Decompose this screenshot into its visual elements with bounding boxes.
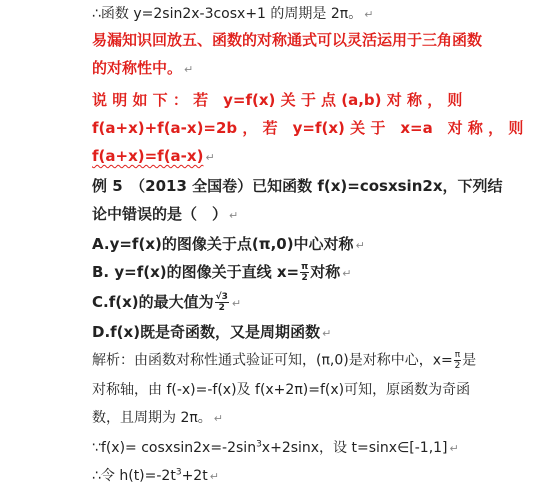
example-question: 论中错误的是（ ） ↵ [92, 205, 239, 223]
option-b: B. y=f(x)的图像关于直线 x= $\frac{\pi}{2}$ 对称 ↵ [92, 262, 352, 283]
option-d: D.f(x)既是奇函数，又是周期函数 ↵ [92, 323, 332, 341]
fraction: $\frac{√3}{2}$ [215, 292, 228, 313]
analysis-line-5: ∴令 $h(t)=-2t^3+2t$ ↵ [92, 467, 219, 484]
text-line-3-red: 的对称性中。 ↵ [92, 59, 194, 77]
analysis-line-1: 解析：由函数对称性通式验证可知，(π,0)是对称中心，x= $\frac{\pi}{2}$ 是 [92, 350, 477, 371]
analysis-line-4: ∵f(x)= $cosxsin2x=-2\sin^3x+2\sin x$，设 t=sinx∈[-1,1] ↵ [92, 439, 459, 456]
text-line-6-red: f(a+x)=f(a-x) ↵ [92, 147, 215, 165]
text-line-5-red: f(a+x)+f(a-x)=2b ， 若 y=f(x) 关 于 x=a 对 称 ， 则 [92, 119, 524, 137]
text-line-1: ∴函数 y=2sin2x-3cosx+1 的周期是 2π。 ↵ [92, 6, 374, 22]
analysis-line-3: 数，且周期为 2π。 ↵ [92, 410, 224, 426]
option-a: A.y=f(x)的图像关于点(π,0)中心对称 ↵ [92, 235, 365, 253]
fraction: $\frac{\pi}{2}$ [301, 262, 309, 283]
example-title: 例 5 （2013 全国卷）已知函数 f(x)=cosxsin2x，下列结 [92, 177, 503, 195]
text-line-4-red: 说 明 如 下 ： 若 y=f(x) 关 于 点 (a,b) 对 称 ， 则 [92, 91, 463, 109]
fraction: $\frac{\pi}{2}$ [454, 350, 461, 371]
option-c: C.f(x)的最大值为 $\frac{√3}{2}$ ↵ [92, 292, 242, 313]
text-line-2-red: 易漏知识回放五、函数的对称通式可以灵活运用于三角函数 [92, 31, 483, 49]
analysis-line-2: 对称轴，由 f(-x)=-f(x)及 f(x+2π)=f(x)可知，原函数为奇函 [92, 382, 471, 398]
